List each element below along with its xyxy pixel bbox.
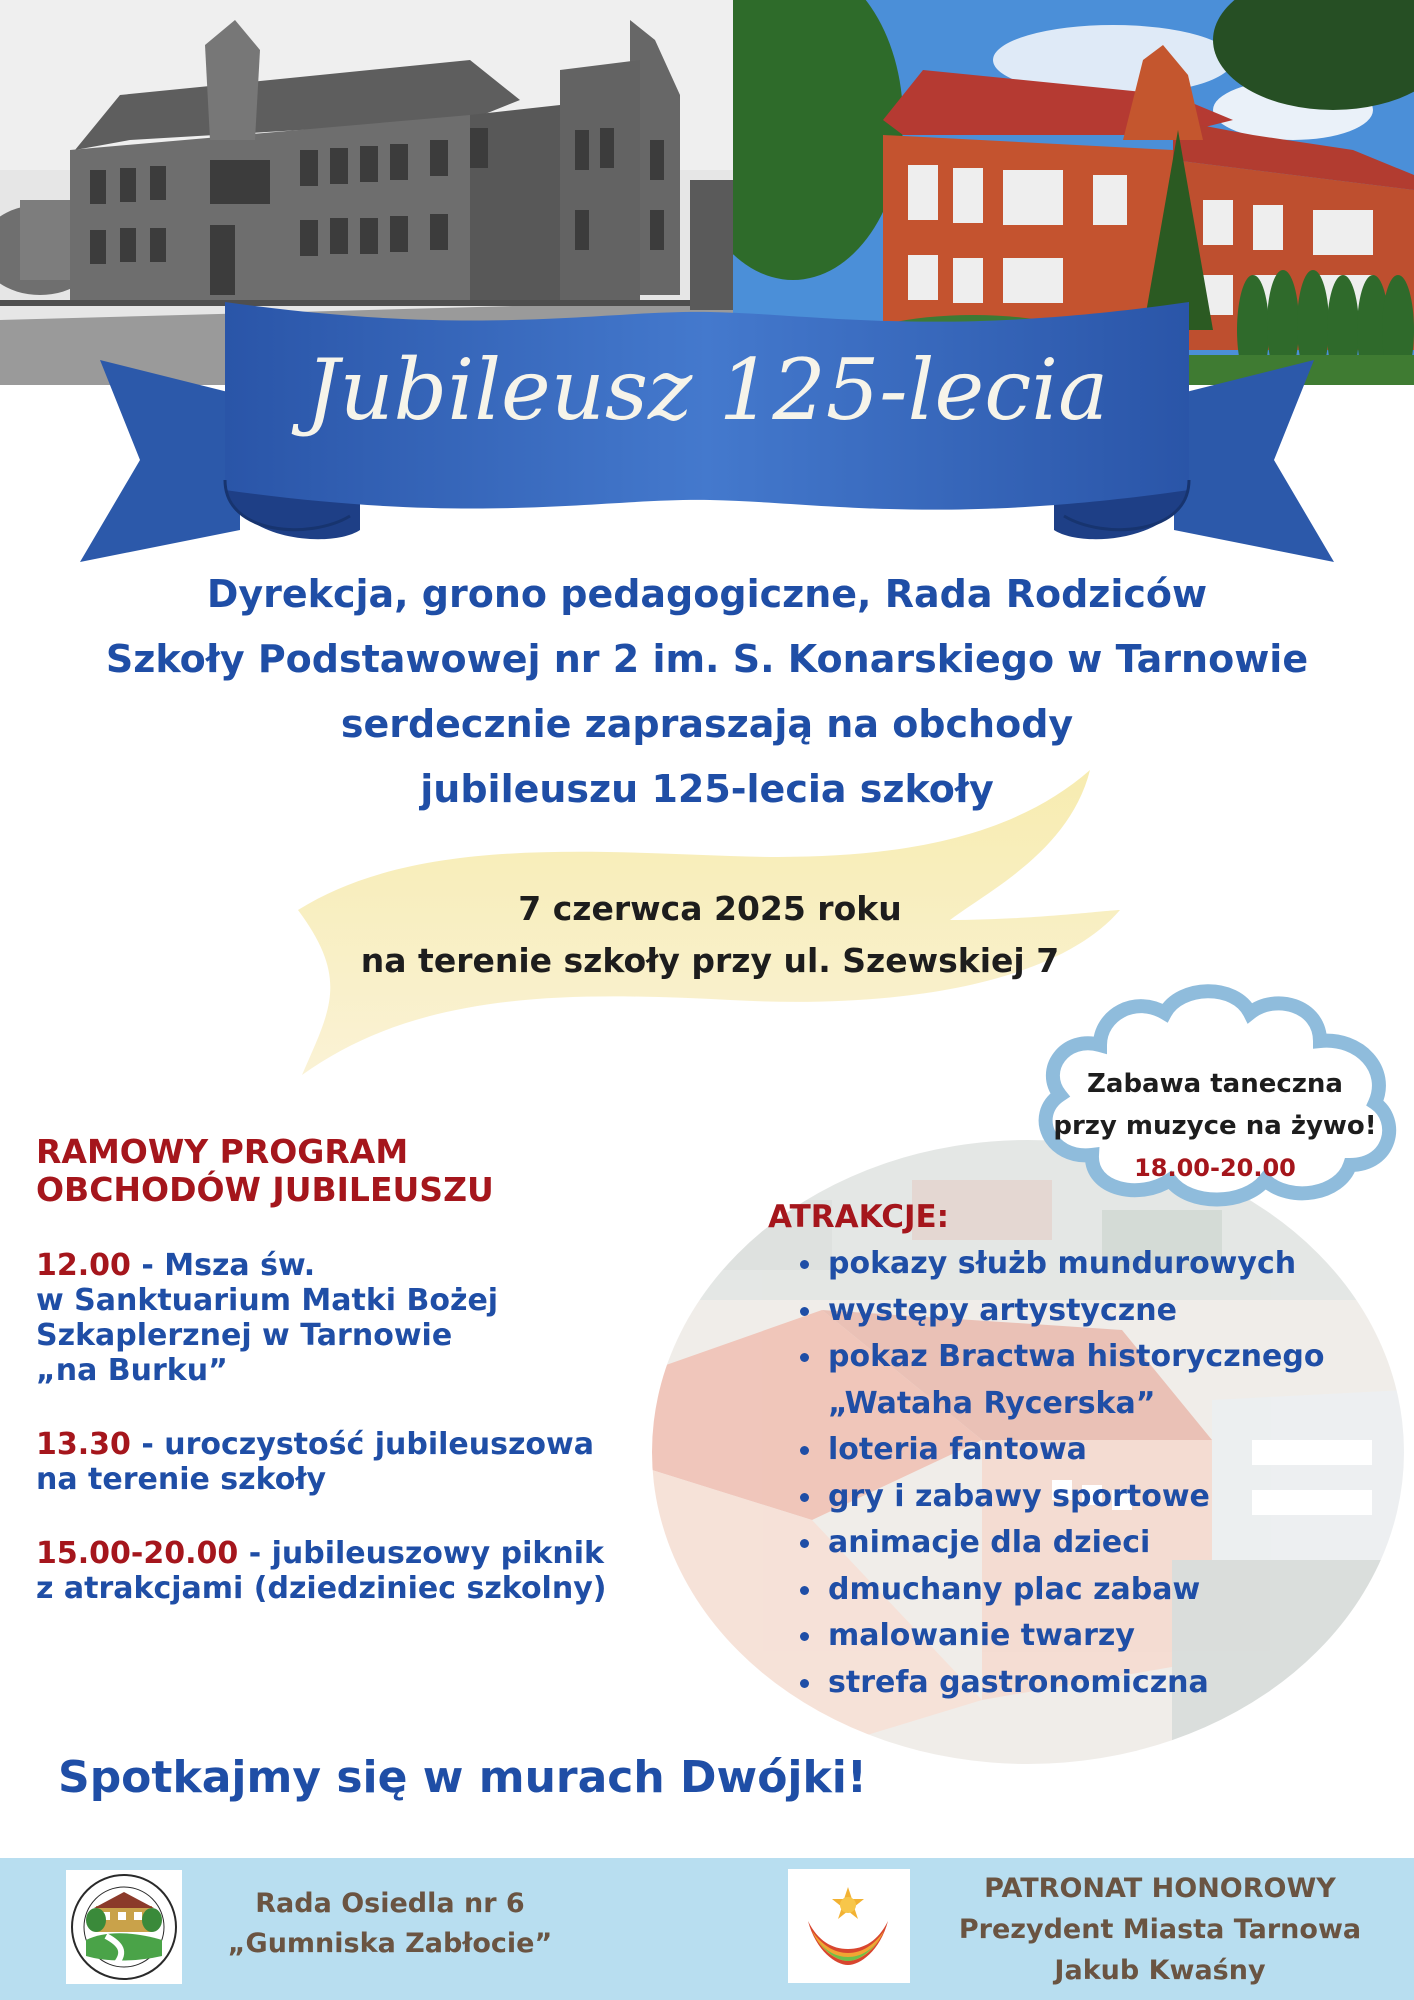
patronage-line: Jakub Kwaśny — [1054, 1955, 1266, 1986]
program-text: Szkaplerznej w Tarnowie — [36, 1318, 453, 1353]
attraction-label: malowanie twarzy — [828, 1618, 1135, 1653]
district-council-line: „Gumniska Zabłocie” — [227, 1928, 553, 1959]
bullet-icon — [800, 1307, 809, 1316]
program-section — [36, 1133, 656, 1606]
program-text: w Sanktuarium Matki Bożej — [36, 1283, 499, 1318]
list-item — [768, 1613, 1348, 1660]
attraction-label: pokaz Bractwa historycznego — [828, 1339, 1325, 1374]
program-time: 15.00-20.00 — [36, 1536, 239, 1571]
invitation-line: serdecznie zapraszają na obchody — [340, 702, 1074, 746]
list-item — [768, 1520, 1348, 1567]
patronage-line: Prezydent Miasta Tarnowa — [958, 1914, 1362, 1945]
attractions-title: ATRAKCJE: — [768, 1199, 950, 1235]
bullet-icon — [800, 1260, 809, 1269]
patronage-title: PATRONAT HONOROWY — [984, 1873, 1336, 1904]
list-item — [768, 1334, 1348, 1427]
program-text: z atrakcjami (dziedziniec szkolny) — [36, 1571, 607, 1606]
program-title — [36, 1133, 656, 1209]
slogan: Spotkajmy się w murach Dwójki! — [58, 1752, 867, 1803]
district-council-logo — [66, 1870, 182, 1984]
list-item — [768, 1567, 1348, 1614]
bullet-icon — [800, 1446, 809, 1455]
list-item — [768, 1288, 1348, 1335]
program-separator: - — [130, 1427, 165, 1462]
city-tarnow-logo — [788, 1869, 910, 1983]
bullet-icon — [800, 1679, 809, 1688]
program-item — [36, 1248, 656, 1388]
program-text: jubileuszowy piknik — [271, 1536, 604, 1571]
attraction-label: animacje dla dzieci — [828, 1525, 1151, 1560]
program-title-line: OBCHODÓW JUBILEUSZU — [36, 1170, 494, 1209]
honorary-patronage — [940, 1868, 1380, 1991]
district-council-line: Rada Osiedla nr 6 — [255, 1888, 525, 1919]
program-text: „na Burku” — [36, 1353, 228, 1388]
program-text: Msza św. — [164, 1248, 316, 1283]
program-text: uroczystość jubileuszowa — [164, 1427, 594, 1462]
invitation-line: jubileuszu 125-lecia szkoły — [420, 767, 994, 811]
bullet-icon — [800, 1353, 809, 1362]
attractions-section — [768, 1197, 1348, 1706]
event-date: 7 czerwca 2025 roku — [518, 889, 902, 928]
invitation-line: Szkoły Podstawowej nr 2 im. S. Konarskiego w Tarnowie — [105, 637, 1309, 681]
invitation-line: Dyrekcja, grono pedagogiczne, Rada Rodziców — [206, 572, 1208, 616]
list-item — [768, 1474, 1348, 1521]
program-time: 13.30 — [36, 1427, 131, 1462]
bullet-icon — [800, 1539, 809, 1548]
bullet-icon — [800, 1632, 809, 1641]
program-separator: - — [130, 1248, 165, 1283]
attraction-label-continuation: „Wataha Rycerska” — [828, 1385, 1156, 1421]
attractions-list — [768, 1241, 1348, 1706]
event-place: na terenie szkoły przy ul. Szewskiej 7 — [360, 941, 1060, 980]
program-separator: - — [238, 1536, 272, 1571]
list-item — [768, 1660, 1348, 1707]
attraction-label: gry i zabawy sportowe — [828, 1478, 1210, 1514]
bullet-icon — [800, 1493, 809, 1502]
banner-title: Jubileusz 125-lecia — [305, 341, 1109, 439]
list-item — [768, 1241, 1348, 1288]
list-item — [768, 1427, 1348, 1474]
program-text: na terenie szkoły — [36, 1462, 327, 1497]
dance-party-line: przy muzyce na żywo! — [1053, 1111, 1377, 1141]
dance-party-line: Zabawa taneczna — [1087, 1069, 1343, 1099]
program-item — [36, 1536, 656, 1606]
attraction-label: dmuchany plac zabaw — [828, 1571, 1201, 1607]
district-council-name — [210, 1884, 570, 1964]
dance-party-time: 18.00-20.00 — [1134, 1154, 1296, 1182]
event-details — [290, 883, 1130, 987]
attraction-label: pokazy służb mundurowych — [828, 1246, 1297, 1281]
attraction-label: występy artystyczne — [828, 1292, 1177, 1328]
attraction-label: strefa gastronomiczna — [828, 1664, 1209, 1700]
program-title-line: RAMOWY PROGRAM — [36, 1132, 409, 1171]
dance-party-text — [1040, 1063, 1390, 1189]
program-time: 12.00 — [36, 1248, 131, 1283]
attraction-label: loteria fantowa — [828, 1432, 1087, 1467]
program-item — [36, 1427, 656, 1497]
bullet-icon — [800, 1586, 809, 1595]
